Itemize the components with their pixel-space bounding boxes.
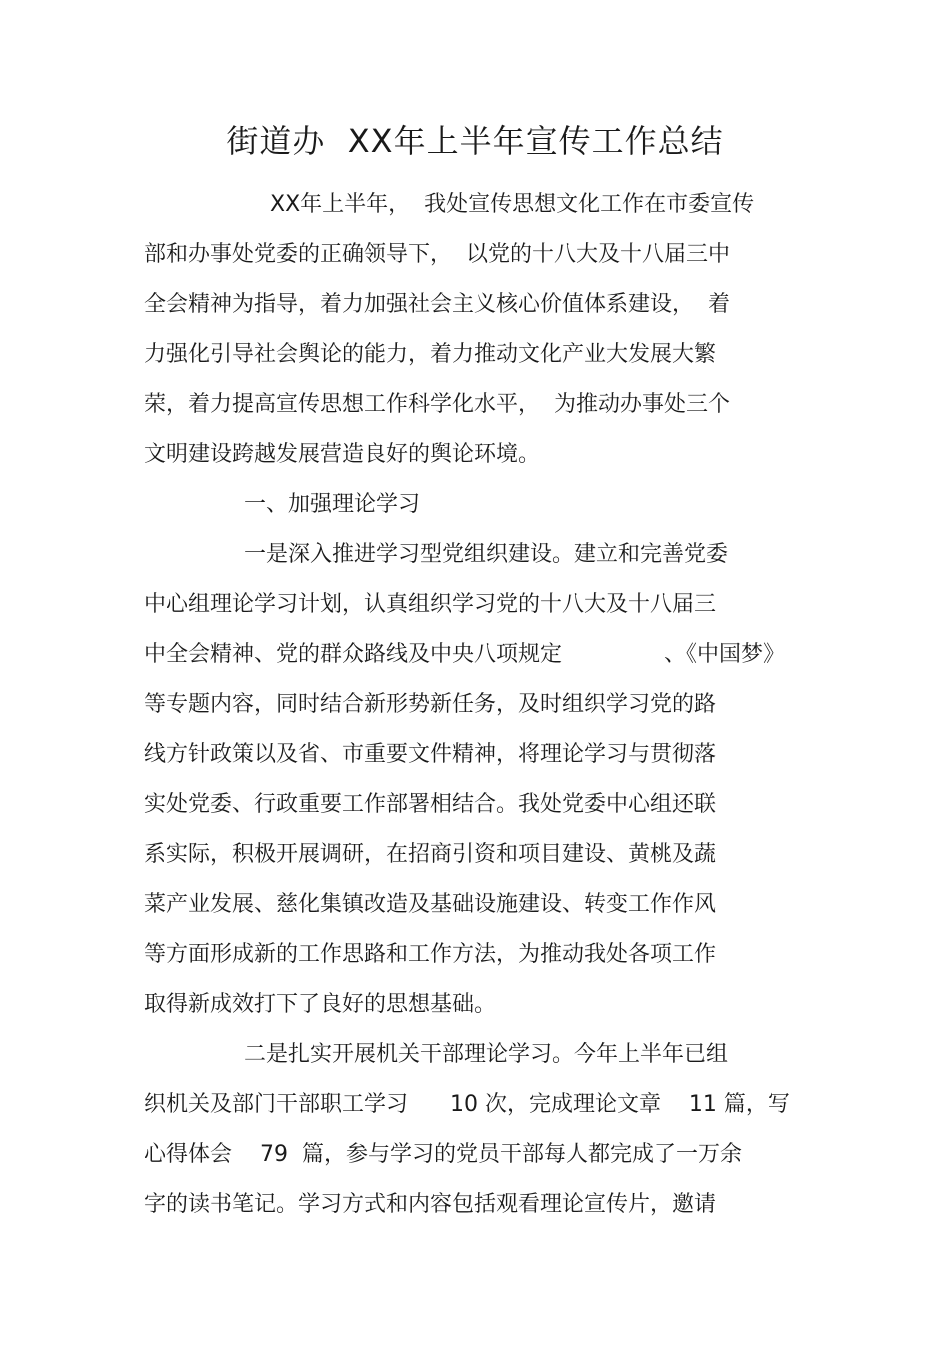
paragraph-line: 取得新成效打下了良好的思想基础。 bbox=[144, 992, 497, 1017]
paragraph-line: 系实际，积极开展调研，在招商引资和项目建设、黄桃及蔬 bbox=[144, 842, 717, 867]
paragraph-line: 部和办事处党委的正确领导下， 以党的十八大及十八届三中 bbox=[144, 242, 730, 267]
paragraph-line: 字的读书笔记。学习方式和内容包括观看理论宣传片，邀请 bbox=[144, 1192, 717, 1217]
paragraph-line: 荣，着力提高宣传思想工作科学化水平， 为推动办事处三个 bbox=[144, 392, 730, 417]
paragraph-line: 二是扎实开展机关干部理论学习。今年上半年已组 bbox=[244, 1042, 729, 1067]
paragraph-line: XX年上半年， 我处宣传思想文化工作在市委宣传 bbox=[270, 192, 755, 217]
paragraph-line: 菜产业发展、慈化集镇改造及基础设施建设、转变工作作风 bbox=[144, 892, 717, 917]
paragraph-line-fragment: 、《中国梦》 bbox=[664, 642, 786, 667]
paragraph-line: 实处党委、行政重要工作部署相结合。我处党委中心组还联 bbox=[144, 792, 717, 817]
section-heading: 一、加强理论学习 bbox=[244, 492, 421, 517]
paragraph-line: 中全会精神、党的群众路线及中央八项规定 bbox=[144, 642, 563, 667]
paragraph-line: 等方面形成新的工作思路和工作方法，为推动我处各项工作 bbox=[144, 942, 717, 967]
paragraph-line: 等专题内容，同时结合新形势新任务，及时组织学习党的路 bbox=[144, 692, 717, 717]
paragraph-line: 文明建设跨越发展营造良好的舆论环境。 bbox=[144, 442, 541, 467]
paragraph-line: 力强化引导社会舆论的能力，着力推动文化产业大发展大繁 bbox=[144, 342, 717, 367]
paragraph-line: 线方针政策以及省、市重要文件精神，将理论学习与贯彻落 bbox=[144, 742, 717, 767]
paragraph-line: 全会精神为指导，着力加强社会主义核心价值体系建设， 着 bbox=[144, 292, 730, 317]
paragraph-line: 中心组理论学习计划，认真组织学习党的十八大及十八届三 bbox=[144, 592, 717, 617]
paragraph-line: 织机关及部门干部职工学习 10 次，完成理论文章 11 篇，写 bbox=[144, 1092, 790, 1117]
paragraph-line: 一是深入推进学习型党组织建设。建立和完善党委 bbox=[244, 542, 729, 567]
paragraph-line: 心得体会 79 篇，参与学习的党员干部每人都完成了一万余 bbox=[144, 1142, 742, 1167]
document-title: 街道办 XX年上半年宣传工作总结 bbox=[226, 122, 724, 160]
